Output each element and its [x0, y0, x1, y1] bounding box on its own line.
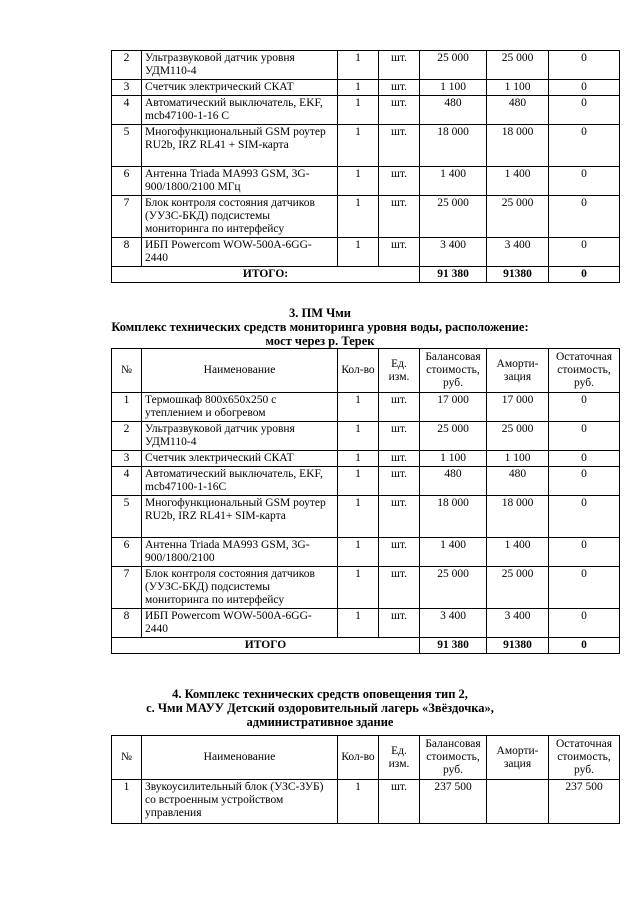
- row-number: 4: [112, 467, 142, 496]
- item-amortization: 480: [487, 96, 549, 125]
- total-balance: 91 380: [420, 638, 487, 654]
- item-balance-cost: 18 000: [420, 496, 487, 538]
- item-residual-cost: 0: [549, 96, 620, 125]
- item-balance-cost: 3 400: [420, 609, 487, 638]
- item-amortization: 3 400: [487, 609, 549, 638]
- item-amortization: 1 400: [487, 538, 549, 567]
- item-balance-cost: 25 000: [420, 196, 487, 238]
- header-amortization: Аморти-зация: [487, 349, 549, 393]
- item-balance-cost: 25 000: [420, 567, 487, 609]
- item-name: Автоматический выключатель, EKF, mcb47100-1-16C: [142, 467, 338, 496]
- row-number: 1: [112, 393, 142, 422]
- item-quantity: 1: [338, 167, 379, 196]
- header-amortization: Аморти-зация: [487, 736, 549, 780]
- item-balance-cost: 3 400: [420, 238, 487, 267]
- item-unit: шт.: [379, 567, 420, 609]
- header-number: №: [112, 349, 142, 393]
- item-residual-cost: 0: [549, 609, 620, 638]
- table-row: [112, 422, 620, 451]
- item-balance-cost: 237 500: [420, 780, 487, 824]
- item-quantity: 1: [338, 238, 379, 267]
- item-amortization: 17 000: [487, 393, 549, 422]
- item-residual-cost: 0: [549, 496, 620, 538]
- item-amortization: 18 000: [487, 125, 549, 167]
- item-quantity: 1: [338, 80, 379, 96]
- item-quantity: 1: [338, 780, 379, 824]
- total-label: ИТОГО:: [112, 267, 420, 283]
- item-amortization: 25 000: [487, 422, 549, 451]
- item-amortization: 25 000: [487, 567, 549, 609]
- total-amortization: 91380: [487, 267, 549, 283]
- section-3-title: 3. ПМ Чми: [288, 306, 352, 320]
- item-balance-cost: 480: [420, 96, 487, 125]
- item-quantity: 1: [338, 125, 379, 167]
- item-residual-cost: 0: [549, 238, 620, 267]
- item-residual-cost: 0: [549, 125, 620, 167]
- item-unit: шт.: [379, 780, 420, 824]
- item-unit: шт.: [379, 467, 420, 496]
- total-row: [112, 638, 620, 654]
- header-unit: Ед. изм.: [379, 349, 420, 393]
- header-name: Наименование: [142, 736, 338, 780]
- table-body: [112, 393, 620, 638]
- row-number: 7: [112, 567, 142, 609]
- item-unit: шт.: [379, 238, 420, 267]
- table-row: [112, 567, 620, 609]
- table-body: [112, 51, 620, 267]
- total-balance: 91 380: [420, 267, 487, 283]
- section-4-subtitle-1: с. Чми МАУУ Детский оздоровительный лагерь «Звёздочка»,: [146, 701, 494, 715]
- item-amortization: 480: [487, 467, 549, 496]
- item-balance-cost: 1 100: [420, 80, 487, 96]
- header-quantity: Кол-во: [338, 736, 379, 780]
- header-quantity: Кол-во: [338, 349, 379, 393]
- row-number: 4: [112, 96, 142, 125]
- item-amortization: 3 400: [487, 238, 549, 267]
- item-residual-cost: 0: [549, 393, 620, 422]
- table-row: [112, 538, 620, 567]
- item-balance-cost: 480: [420, 467, 487, 496]
- item-name: Счетчик электрический СКАТ: [142, 451, 338, 467]
- item-unit: шт.: [379, 609, 420, 638]
- item-name: Блок контроля состояния датчиков (УУЗС-БКД) подсистемы мониторинга по интерфейсу: [142, 196, 338, 238]
- item-balance-cost: 1 400: [420, 167, 487, 196]
- row-number: 7: [112, 196, 142, 238]
- section-4-title: 4. Комплекс технических средств оповещения тип 2,: [172, 687, 468, 701]
- item-name: Блок контроля состояния датчиков (УУЗС-БКД) подсистемы мониторинга по интерфейсу: [142, 567, 338, 609]
- table-row: [112, 609, 620, 638]
- row-number: 6: [112, 538, 142, 567]
- table-row: [112, 467, 620, 496]
- item-amortization: 1 100: [487, 451, 549, 467]
- item-residual-cost: 0: [549, 51, 620, 80]
- header-number: №: [112, 736, 142, 780]
- header-residual-cost: Остаточная стоимость, руб.: [549, 736, 620, 780]
- item-quantity: 1: [338, 496, 379, 538]
- section-3-subtitle-2: мост через р. Терек: [265, 334, 375, 348]
- item-quantity: 1: [338, 51, 379, 80]
- item-quantity: 1: [338, 393, 379, 422]
- equipment-table-section-4: [111, 735, 620, 824]
- row-number: 2: [112, 51, 142, 80]
- row-number: 5: [112, 496, 142, 538]
- item-quantity: 1: [338, 567, 379, 609]
- total-row: [112, 267, 620, 283]
- item-unit: шт.: [379, 496, 420, 538]
- item-residual-cost: 0: [549, 451, 620, 467]
- item-amortization: [487, 780, 549, 824]
- row-number: 3: [112, 451, 142, 467]
- total-residual: 0: [549, 267, 620, 283]
- item-quantity: 1: [338, 538, 379, 567]
- item-unit: шт.: [379, 393, 420, 422]
- item-residual-cost: 0: [549, 196, 620, 238]
- item-unit: шт.: [379, 196, 420, 238]
- item-name: ИБП Powercom WOW-500A-6GG-2440: [142, 238, 338, 267]
- equipment-table-section-3: [111, 348, 620, 654]
- total-amortization: 91380: [487, 638, 549, 654]
- row-number: 2: [112, 422, 142, 451]
- row-number: 8: [112, 238, 142, 267]
- header-balance-cost: Балансовая стоимость, руб.: [420, 736, 487, 780]
- item-residual-cost: 0: [549, 80, 620, 96]
- table-row: [112, 96, 620, 125]
- item-name: Термошкаф 800x650x250 с утеплением и обогревом: [142, 393, 338, 422]
- item-name: Звукоусилительный блок (УЗС-ЗУБ) со встроенным устройством управления: [142, 780, 338, 824]
- section-3-subtitle-1: Комплекс технических средств мониторинга уровня воды, расположение:: [111, 320, 529, 334]
- total-label: ИТОГО: [112, 638, 420, 654]
- item-residual-cost: 0: [549, 567, 620, 609]
- item-unit: шт.: [379, 51, 420, 80]
- table-row: [112, 393, 620, 422]
- item-amortization: 1 100: [487, 80, 549, 96]
- item-name: Ультразвуковой датчик уровня УДМ110-4: [142, 51, 338, 80]
- item-residual-cost: 237 500: [549, 780, 620, 824]
- item-name: Антенна Triada MA993 GSM, 3G-900/1800/2100: [142, 538, 338, 567]
- item-name: Счетчик электрический СКАТ: [142, 80, 338, 96]
- item-amortization: 25 000: [487, 51, 549, 80]
- item-quantity: 1: [338, 196, 379, 238]
- row-number: 8: [112, 609, 142, 638]
- item-unit: шт.: [379, 125, 420, 167]
- item-residual-cost: 0: [549, 167, 620, 196]
- item-unit: шт.: [379, 96, 420, 125]
- table-row: [112, 196, 620, 238]
- table-row: [112, 125, 620, 167]
- row-number: 6: [112, 167, 142, 196]
- table-row: [112, 238, 620, 267]
- table-row: [112, 496, 620, 538]
- table-row: [112, 451, 620, 467]
- item-name: Ультразвуковой датчик уровня УДМ110-4: [142, 422, 338, 451]
- item-quantity: 1: [338, 467, 379, 496]
- item-unit: шт.: [379, 167, 420, 196]
- section-4-subtitle-2: административное здание: [246, 715, 394, 729]
- item-balance-cost: 1 100: [420, 451, 487, 467]
- table-row: [112, 80, 620, 96]
- header-name: Наименование: [142, 349, 338, 393]
- item-name: Многофункциональный GSM роутер RU2b, IRZ RL41 + SIM-карта: [142, 125, 338, 167]
- table-row: [112, 51, 620, 80]
- equipment-table-continuation: [111, 50, 620, 283]
- item-amortization: 1 400: [487, 167, 549, 196]
- table-header-row: [112, 736, 620, 780]
- item-residual-cost: 0: [549, 538, 620, 567]
- item-name: ИБП Powercom WOW-500A-6GG-2440: [142, 609, 338, 638]
- table-body: [112, 780, 620, 824]
- item-balance-cost: 25 000: [420, 51, 487, 80]
- item-amortization: 18 000: [487, 496, 549, 538]
- table-row: [112, 167, 620, 196]
- item-unit: шт.: [379, 80, 420, 96]
- item-unit: шт.: [379, 538, 420, 567]
- total-residual: 0: [549, 638, 620, 654]
- item-quantity: 1: [338, 422, 379, 451]
- table-header-row: [112, 349, 620, 393]
- header-unit: Ед. изм.: [379, 736, 420, 780]
- row-number: 1: [112, 780, 142, 824]
- item-balance-cost: 1 400: [420, 538, 487, 567]
- item-amortization: 25 000: [487, 196, 549, 238]
- item-quantity: 1: [338, 609, 379, 638]
- item-quantity: 1: [338, 96, 379, 125]
- item-name: Антенна Triada MA993 GSM, 3G-900/1800/2100 МГц: [142, 167, 338, 196]
- table-row: [112, 780, 620, 824]
- row-number: 3: [112, 80, 142, 96]
- item-balance-cost: 25 000: [420, 422, 487, 451]
- header-residual-cost: Остаточная стоимость, руб.: [549, 349, 620, 393]
- item-name: Многофункциональный GSM роутер RU2b, IRZ RL41+ SIM-карта: [142, 496, 338, 538]
- item-residual-cost: 0: [549, 422, 620, 451]
- row-number: 5: [112, 125, 142, 167]
- item-unit: шт.: [379, 451, 420, 467]
- item-unit: шт.: [379, 422, 420, 451]
- header-balance-cost: Балансовая стоимость, руб.: [420, 349, 487, 393]
- item-balance-cost: 18 000: [420, 125, 487, 167]
- item-quantity: 1: [338, 451, 379, 467]
- item-name: Автоматический выключатель, EKF, mcb47100-1-16 С: [142, 96, 338, 125]
- item-balance-cost: 17 000: [420, 393, 487, 422]
- item-residual-cost: 0: [549, 467, 620, 496]
